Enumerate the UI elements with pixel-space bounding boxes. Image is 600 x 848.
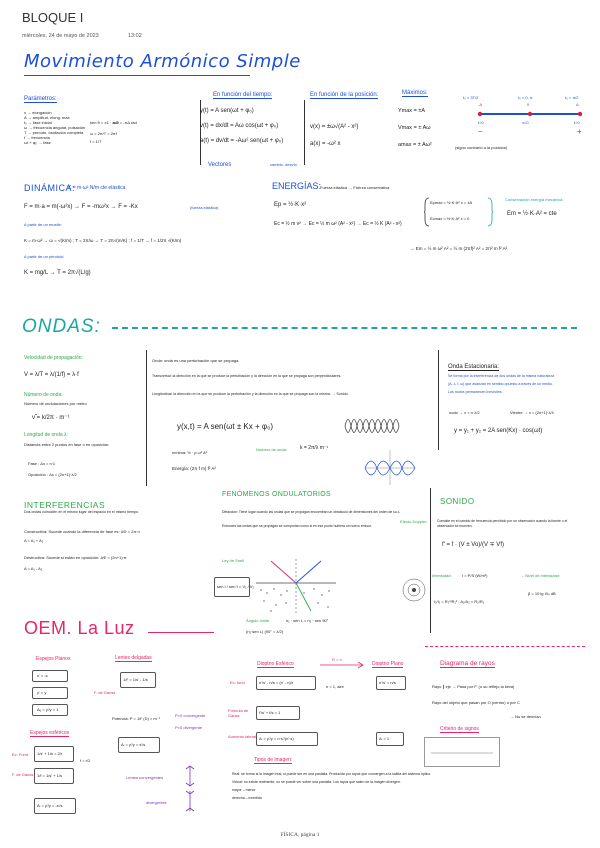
ec-fund-label: Ec. Fund. <box>12 752 30 757</box>
lente-fgauss-label: F. de Gauss <box>94 690 116 695</box>
doppler-eq: f' = f · (V ± Vo)/(V ∓ Vf) <box>442 542 504 548</box>
tiempo-equations <box>200 108 283 144</box>
tipo-imagen-item: derecha – invertida <box>232 796 262 800</box>
estacionaria-note: (A, λ, f, ω) que avanzan en sentido opuesto a través de un medio. <box>448 382 553 386</box>
mas-axis-diagram <box>478 108 583 120</box>
energia-max-list <box>430 200 472 221</box>
rayo-item: Rayo ∥ eje → Pasa por F' (o su reflejo la lleva) <box>432 684 515 689</box>
minima-eq: mínima: ½ · ρ ω² A² <box>172 450 208 455</box>
dioptrio-eq: n'/s' - n/s = (n' - n)/r <box>259 680 294 685</box>
aumento-lente-box <box>118 737 160 753</box>
energia-eq: Energía: (2π f m) f² A² <box>172 466 216 471</box>
lentes-divergentes-label: divergentes <box>146 800 167 805</box>
luz-divider <box>148 632 214 633</box>
oposicion-eq: Oposición : Δx = (2n+1)·λ/2 <box>28 472 77 477</box>
dioptrio-box <box>256 706 300 720</box>
eq-accel-position: a(x) = -ω² x <box>310 141 341 147</box>
divider <box>146 350 147 486</box>
onda-def: Onda: onda es una perturbación que se propaga. <box>152 358 240 363</box>
espejo-box <box>32 687 68 699</box>
numero-onda-eq: k = 2π/λ m⁻¹ <box>300 445 329 451</box>
axis-label-mid: t₀ = 0, π <box>518 95 533 100</box>
energia-brace-right <box>487 197 493 227</box>
param-item: x → elongación <box>24 110 52 115</box>
onda-ecuacion: y(x,t) = A sen(ωt ± Kx + φ₀) <box>177 422 274 431</box>
focal-eq: f = r/2 <box>80 758 91 763</box>
dinamica-title: DINÁMICA: <box>24 183 76 193</box>
potencia-note: P<0 divergente <box>175 725 203 730</box>
vectores-label: Vectores <box>208 162 232 168</box>
destructiva-eq: A = A₁ - A₂ <box>24 566 43 571</box>
maximos-title: Máximos: <box>402 90 428 96</box>
dioptrio-esferico-title: Dioptrio Esférico <box>257 661 294 667</box>
esfera-eq: 1/f = 1/s' + 1/s <box>37 773 62 778</box>
axis-tick: t=0 <box>574 120 580 125</box>
param-item: T → período, oscilación completa <box>24 130 84 135</box>
luz-title: OEM. La Luz <box>24 618 135 638</box>
conservacion-title: Conservación energía mecánica: <box>505 197 564 202</box>
muelle-eq: K = m·ω² → ω = √(K/m) ; T = 2π/ω → T = 2π√(m/K) ; f = 1/T → f = 1/2π √(K/m) <box>24 238 182 243</box>
espejo-eq: s' = -s <box>37 673 48 678</box>
page-title: BLOQUE I <box>22 10 84 25</box>
dinamica-newton-note: (fuerza elástica) <box>190 205 219 210</box>
plano-eq: n'/s' = n/s <box>379 680 396 685</box>
ec-eq: Ec = ½ m v² → Ec = ½ m ω² (A² - x²) → Ec = ½ K (A² - x²) <box>274 221 402 227</box>
plano-aumento: Aₗ = 1 <box>379 736 390 741</box>
param-item: ωt + φ₀ → fase <box>24 140 51 145</box>
param-formula: sen θ = ±1 · π/2 <box>90 120 119 125</box>
ondas-title: ONDAS: <box>22 316 101 337</box>
wave-illustration <box>345 413 400 439</box>
arrow-icon <box>320 662 365 668</box>
espejo-box <box>32 704 68 716</box>
dioptrio-box <box>256 676 316 690</box>
param-item: ω → frecuencia angular, pulsación <box>24 125 86 130</box>
luz-divider-right <box>425 646 585 647</box>
fd-gauss-label: F. de Gauss <box>12 772 34 777</box>
axis-label-left: t₀ = 3T/2 <box>463 95 479 100</box>
ratio-eq: I₁/I₂ = R₂²/R₁² ; A₁/A₂ = R₂/R₁ <box>434 599 485 604</box>
tipo-imagen-item: Virtual: no existe realmente, no se puede ver sobre una pantalla. Los rayos que salen de la imagen divergen. <box>232 780 401 784</box>
page-footer: FÍSICA, página 1 <box>280 832 320 838</box>
tipo-imagen-item: Real: se forma si la imagen real, si puede ser en una pantalla. Producida por rayos que convergen a la salida del sistema óptico. <box>232 772 432 776</box>
criterio-axis <box>431 751 493 755</box>
numero-title: Número de onda: <box>24 392 63 398</box>
ecmax-eq: Ecmax = ½·K·A² x = 0 <box>430 216 470 221</box>
param-item: t₀ → fase inicial <box>24 120 52 125</box>
maximos-note: (signo contrario a la posición) <box>455 145 508 150</box>
tiempo-title: En función del tiempo: <box>213 92 273 98</box>
fase-eq: Fase : Δx = n·λ <box>28 461 56 466</box>
criterio-signos-box <box>424 737 500 767</box>
esfera-box <box>34 768 74 784</box>
maximo-y: Ymax = ±A <box>398 108 426 114</box>
dioptrio-plano-title: Dioptrio Plano <box>372 661 404 667</box>
esfera-eq: Aₗ = y'/y = -s'/s <box>37 803 63 808</box>
intensidad-title: Intensidad: <box>432 573 452 578</box>
axis-label-right: t₀ = π/2 <box>565 95 579 100</box>
potencia-eq: Potencia: P = 1/f' (D) = m⁻¹ <box>112 716 161 721</box>
angulo-limite-eq: n₁ · sen L = n₂ · sen 90° <box>286 618 329 623</box>
plano-box <box>376 732 404 746</box>
potencia-note: P>0 convergente <box>175 713 206 718</box>
angulo-limite-title: Ángulo límite <box>246 618 270 623</box>
pendulo-title: A partir de un péndulo: <box>24 254 65 259</box>
vectores-note: cambio, desvío <box>270 162 297 167</box>
muelle-title: A partir de un muelle: <box>24 222 62 227</box>
axis-point: 0 <box>527 102 530 107</box>
page-date: miércoles, 24 de mayo de 2023 <box>22 33 99 39</box>
eq-velocity-position: v(x) = ±ω√(A² - x²) <box>310 124 359 130</box>
interferencias-note: Dos ondas coinciden en el mismo lugar del espacio en el mismo tiempo. <box>24 510 140 514</box>
divider <box>304 100 305 165</box>
constructiva-eq: A = A₁ + A₂ <box>24 538 44 543</box>
param-formulas <box>90 120 137 144</box>
doppler-title: Efecto Doppler: <box>400 519 428 524</box>
aumento-lente-eq: Aₗ = y'/y = s'/s <box>121 742 146 747</box>
doppler-def: Consiste en el cambio de frecuencia percibido por un observador cuando la fuente o el observador se mueven. <box>437 519 568 528</box>
param-formula: f = 1/T <box>90 139 102 144</box>
dioptrio-row-label: Fórmula de Gauss <box>228 708 249 718</box>
divider <box>438 350 439 450</box>
maximo-v: Vmax = ± Aω <box>398 125 431 131</box>
velocidad-eq: V = λ/T = λ/(1/f) = λ·f <box>24 372 79 378</box>
param-item: A → amplitud, elong. max <box>24 115 70 120</box>
param-item: f → frecuencia <box>24 135 50 140</box>
tipos-imagen-title: Tipos de imagen: <box>254 757 293 763</box>
esfera-box <box>34 798 76 814</box>
energias-title: ENERGÍAS: <box>272 181 322 191</box>
snell-eq: sen î / sen r̂ = V₁ / V₂ <box>217 584 255 589</box>
espejo-eq: Aᵤ = y'/y = 1 <box>37 707 59 712</box>
dioptrio-eq: f'/s' + f/s = 1 <box>259 710 281 715</box>
transversal-def: Transversal: la dirección en la que se produce la perturbación y la dirección en la que se propaga son perpendiculares. <box>152 374 342 378</box>
difraccion-def: Difracción: Tiene lugar cuando las ondas que se propagan encuentran un obstáculo de dimensiones del orden de su λ. <box>222 510 401 514</box>
params-title: Parámetros: <box>24 96 57 102</box>
pendulo-eq: K = mg/L → T = 2π√(L/g) <box>24 270 91 276</box>
longitud-note: Distancia entre 2 puntos en fase o en oposición: <box>24 442 110 447</box>
criterio-signos-title: Criterio de signos <box>440 726 479 732</box>
eq-velocity-time: v(t) = dx/dt = Aω cos(ωt + φ₀) <box>200 123 279 129</box>
param-formula: ω = 2π/T = 2πf <box>90 131 117 136</box>
nivel-intensidad-eq: β = 10 lg I/I₀ dB <box>528 591 556 596</box>
dioptrio-eq: Aₗ = y'/y = n·s'/(n'·s) <box>259 736 294 741</box>
nivel-intensidad-label: → Nivel de intensidad: <box>520 573 561 578</box>
longitudinal-def: Longitudinal: la dirección en la que se produce la perturbación y la dirección en la que se propaga son la misma. → Sonido. <box>152 392 349 396</box>
interferencias-title: INTERFERENCIAS <box>24 500 106 510</box>
esfera-eq: 1/s' + 1/s = 2/r <box>37 751 63 756</box>
lente-box <box>120 672 156 688</box>
dinamica-k-eq: K = m·ω² N/m cte elástica <box>68 185 126 191</box>
snell-title: Ley de Snell <box>222 558 245 563</box>
velocidad-title: Velocidad de propagación: <box>24 355 83 361</box>
dioptrio-row-label: Ec. fund. <box>230 680 246 685</box>
dioptrio-note: n = 1, aire <box>326 684 344 689</box>
lentes-convergentes-label: Lentes convergentes <box>126 775 164 780</box>
params-list <box>24 110 85 145</box>
difraccion-note: Entonces las ondas que se propagan se comportan como si en ese punto hubiera un nuevo emisor. <box>222 524 372 528</box>
refraction-diagram <box>256 555 336 615</box>
dioptrio-box <box>256 732 318 746</box>
eq-position-time: y(t) = A sen(ωt + φ₀) <box>200 108 254 114</box>
maximos-list <box>398 108 432 148</box>
em-long-eq: → Em = ½ m ω² A² = ½ m (2πf)² A² = 2π² m f² A² <box>410 246 508 251</box>
rayo-item: Rayo del objeto que pasan por O (centro) o por C <box>432 700 520 705</box>
estacionaria-notes <box>448 374 554 395</box>
tipos-imagen-list <box>232 772 431 801</box>
diagrama-rayos-title: Diagrama de rayos <box>440 660 495 667</box>
lentes-delgadas-title: Lentes delgadas <box>115 655 152 661</box>
epmax-eq: Epmax = ½·K·A² x = ±A <box>430 200 473 205</box>
lente-eq: 1/f' = 1/s' - 1/s <box>123 677 148 682</box>
r-infinito: R = ∞ <box>332 657 343 662</box>
maximo-a: amax = ± Aω² <box>398 142 432 148</box>
numero-onda-label: Número de onda: <box>256 447 287 452</box>
mas-title: Movimiento Armónico Simple <box>24 51 301 72</box>
eq-accel-time: a(t) = dv/dt = -Aω² sen(ωt + φ₀) <box>200 138 284 144</box>
ondas-divider <box>112 327 577 329</box>
nodo-eq: nodo → x = n·λ/2 <box>449 410 480 415</box>
espejos-planos-title: Espejos Planos <box>36 656 71 662</box>
plano-box <box>376 676 406 690</box>
posicion-equations <box>310 124 358 147</box>
numero-note: Número de ondulaciones por metro <box>24 401 87 406</box>
posicion-title: En función de la posición: <box>310 92 379 98</box>
vientre-eq: Vientre → x = (2n+1)·λ/4 <box>510 410 554 415</box>
axis-tick: t=0 <box>478 120 484 125</box>
espejos-esfericos-title: Espejos esféricos <box>30 730 70 736</box>
espejo-box <box>32 670 68 682</box>
estacionaria-title: Onda Estacionaria: <box>448 364 500 370</box>
espejo-eq: y' = y <box>37 690 47 695</box>
param-formula: -ωθ = -πΔ rad <box>112 120 137 125</box>
axis-sign-plus: + <box>577 127 582 136</box>
estacionaria-note: Se forma por la interferencia de dos ondas de la misma naturaleza <box>448 374 555 378</box>
dinamica-newton: F = m·a = m(-ω²x) → F = -mω²x → F = -Kx <box>24 204 138 210</box>
rayos-note: → No se desvían <box>510 714 541 719</box>
standing-wave-graph <box>365 450 415 485</box>
intensidad-eq: I = P/S (W/m²) <box>462 573 488 578</box>
conservacion-eq: Em = ½·K·A² = cte <box>507 211 557 217</box>
lens-symbols <box>180 764 200 814</box>
numero-eq: ν̃ = k/2π · m⁻¹ <box>32 415 70 421</box>
sonido-title: SONIDO <box>440 497 475 506</box>
energias-subtitle: Fuerza elástica → Fuerza conservativa <box>320 185 390 190</box>
axis-sign-minus: − <box>478 127 483 136</box>
axis-point: -A <box>478 102 482 107</box>
page-time: 13:02 <box>128 33 142 39</box>
tipo-imagen-item: mayor – menor <box>232 788 256 792</box>
axis-tick: x=0 <box>522 120 529 125</box>
fenomenos-title: FENÓMENOS ONDULATORIOS <box>222 491 332 498</box>
ep-eq: Ep = ½·K·x² <box>274 202 307 208</box>
angulo-limite-extra: (n₁·sen L) (90° = λ/2) <box>246 629 284 634</box>
dioptrio-row-label: Aumento lateral <box>228 734 257 739</box>
mas-title-underline <box>24 75 250 76</box>
esfera-box <box>34 746 74 762</box>
sound-source-diagram <box>402 578 426 602</box>
estacionaria-note: Los nodos permanecen inmóviles. <box>448 390 503 394</box>
divider <box>430 488 431 633</box>
estacionaria-eq: y = y₁ + y₂ = 2A sen(Kx) · cos(ωt) <box>454 428 543 434</box>
constructiva-def: Constructiva: Sucede cuando la diferencia de fase es: ΔΦ = 2π·n <box>24 529 140 534</box>
snell-box <box>214 577 255 597</box>
longitud-title: Longitud de onda λ: <box>24 432 68 438</box>
destructiva-def: Destructiva: Sucede si están en oposición: ΔΦ = (2n+1)·π <box>24 555 127 560</box>
axis-point: A <box>576 102 579 107</box>
